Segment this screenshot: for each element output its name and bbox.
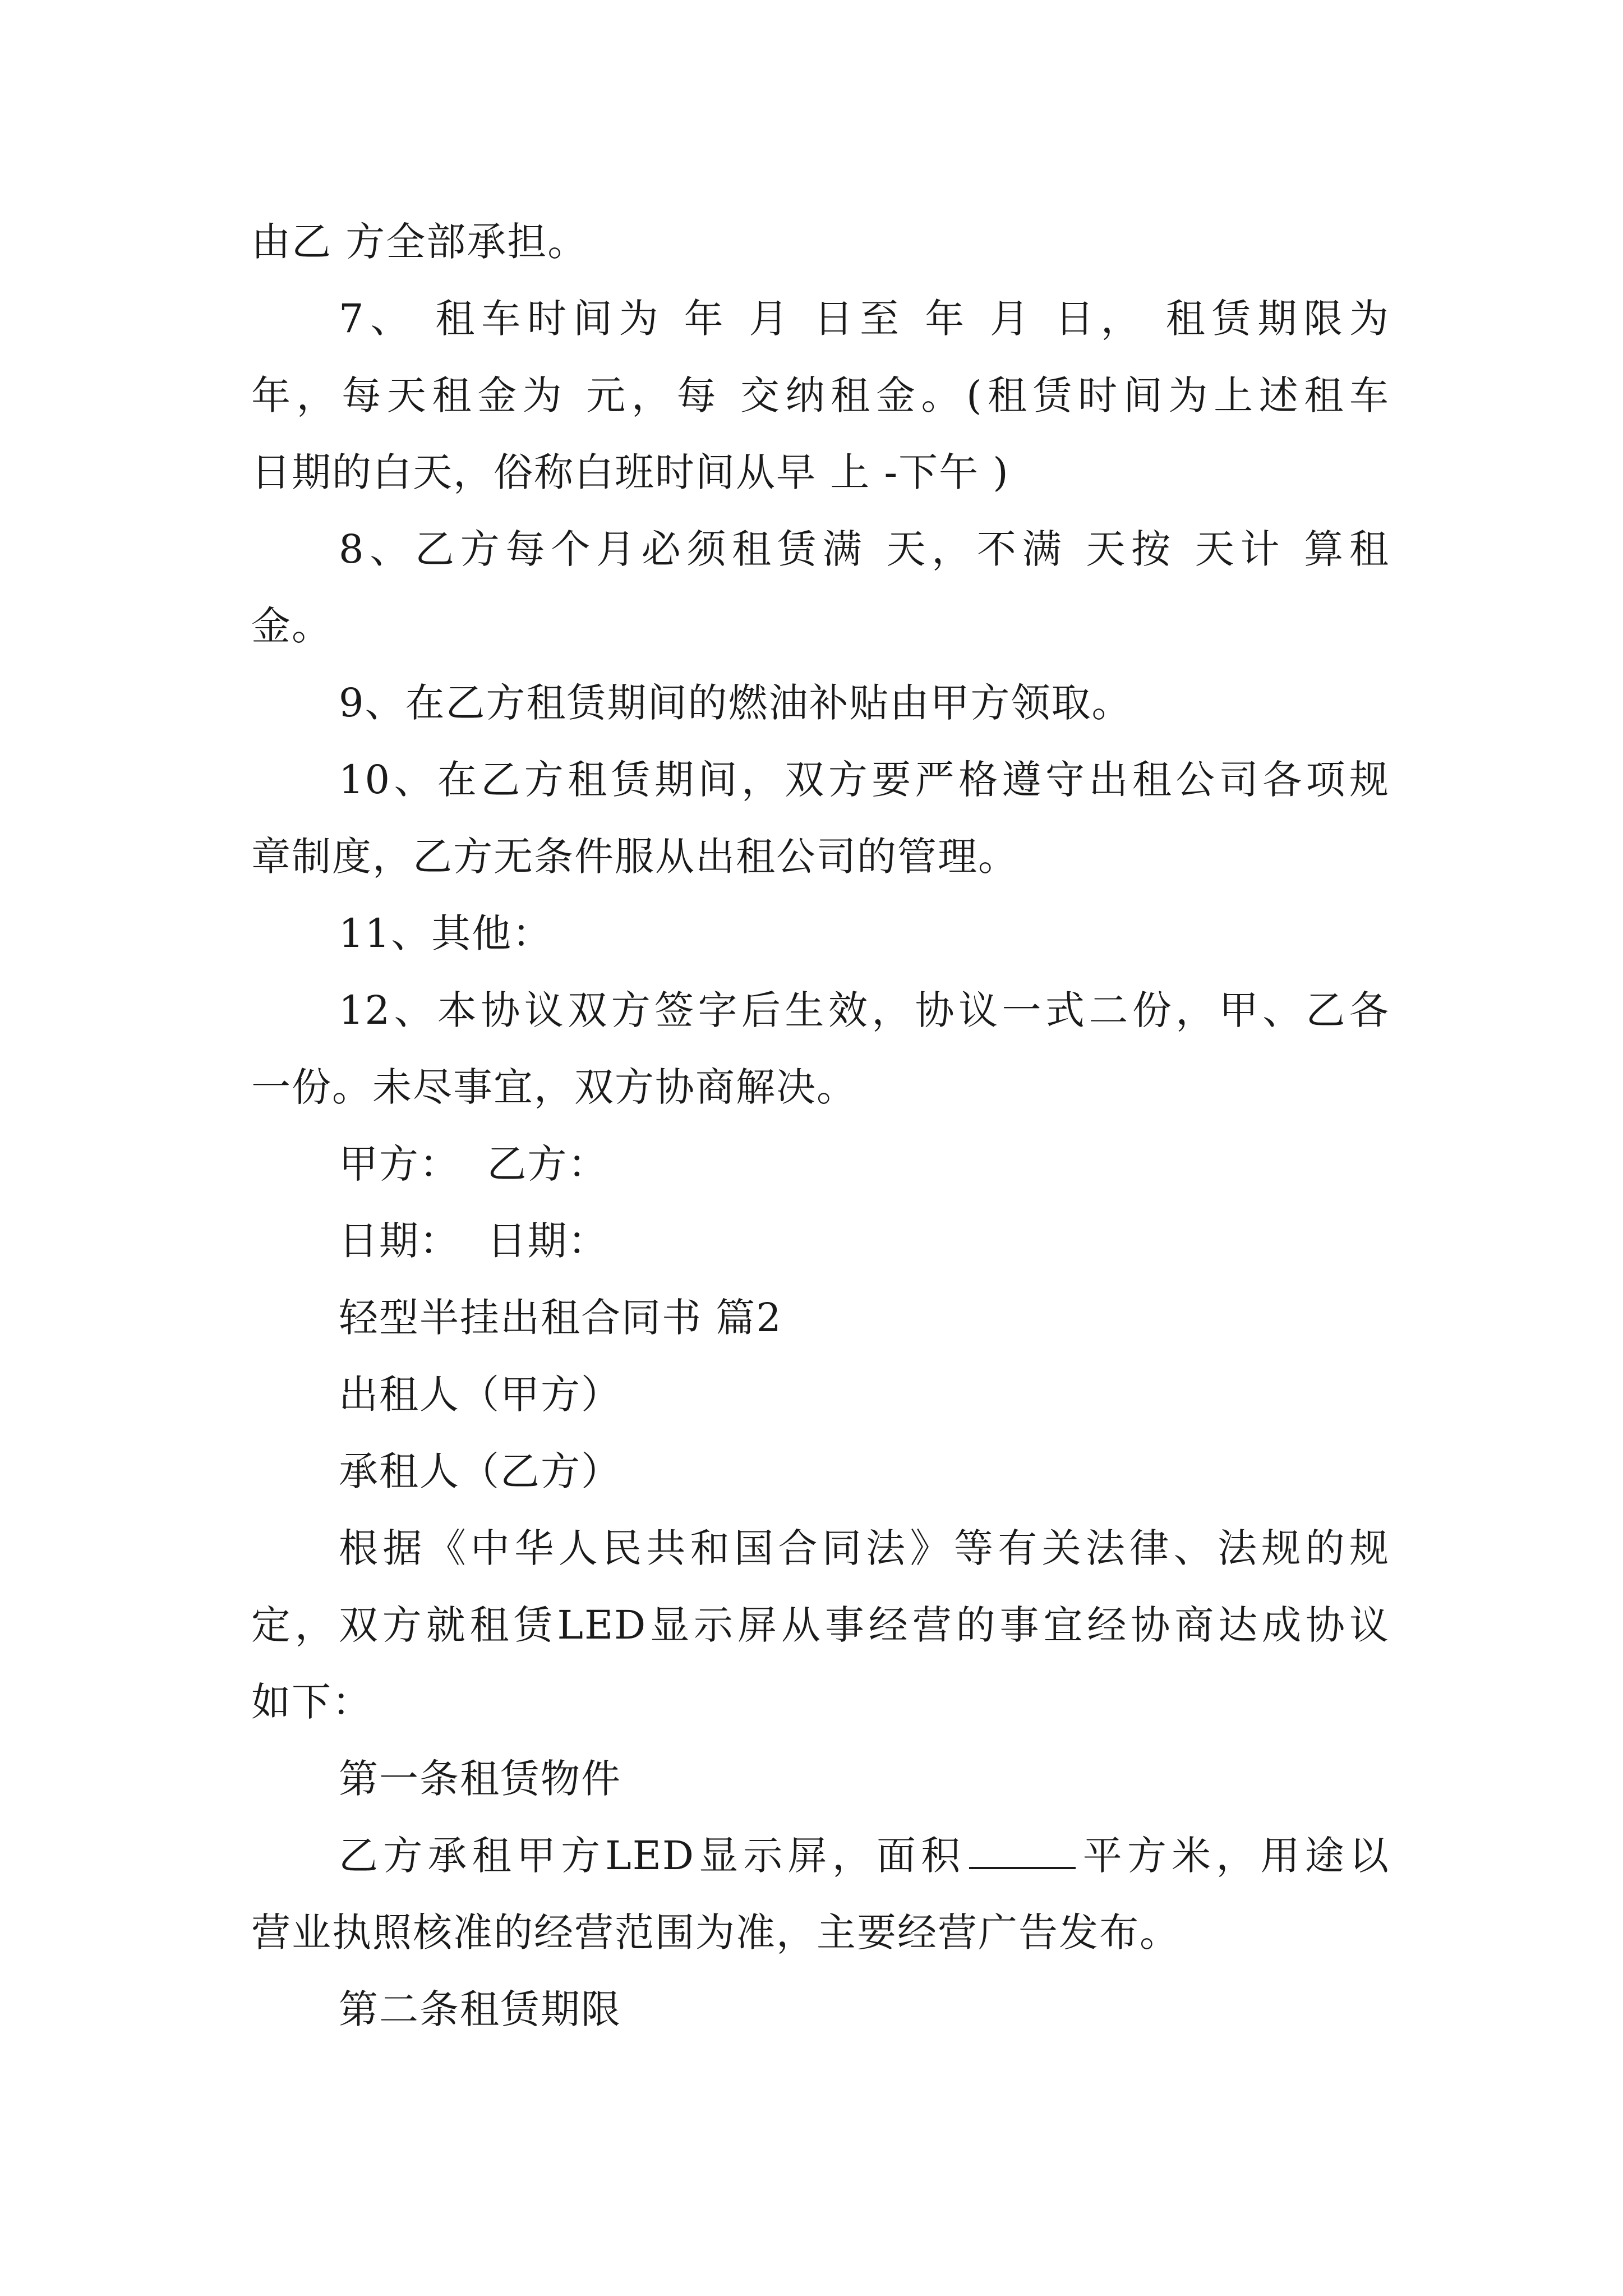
text-line: 如下： xyxy=(251,1679,372,1725)
text-line: 9、在乙方租赁期间的燃油补贴由甲方领取。 xyxy=(339,680,1132,726)
area-line-after: 平方米，用途以 xyxy=(1078,1833,1390,1879)
text-line: 8、乙方每个月必须租赁满 天，不满 天按 天计 算租 xyxy=(339,526,1390,572)
signature-date-line: 日期： 日期： xyxy=(339,1218,608,1264)
section-heading: 轻型半挂出租合同书 篇2 xyxy=(339,1295,782,1341)
text-line: 承租人（乙方） xyxy=(339,1448,621,1494)
text-line: 根据《中华人民共和国合同法》等有关法律、法规的规 xyxy=(339,1525,1390,1571)
text-line: 日期的白天，俗称白班时间从早 上 -下午 ) xyxy=(251,449,1009,495)
text-line: 一份。未尽事宜，双方协商解决。 xyxy=(251,1064,857,1110)
text-line: 11、其他： xyxy=(339,910,553,956)
text-line: 10、在乙方租赁期间，双方要严格遵守出租公司各项规 xyxy=(339,757,1390,803)
text-line: 12、本协议双方签字后生效，协议一式二份，甲、乙各 xyxy=(339,987,1390,1033)
signature-party-line: 甲方： 乙方： xyxy=(339,1141,608,1187)
article-heading: 第二条租赁期限 xyxy=(339,1986,621,2032)
text-line: 章制度，乙方无条件服从出租公司的管理。 xyxy=(251,834,1018,880)
area-line xyxy=(339,1828,1390,1884)
text-line: 金。 xyxy=(251,603,332,649)
text-line: 7、 租车时间为 年 月 日至 年 月 日， 租赁期限为 xyxy=(339,296,1390,342)
text-line: 定，双方就租赁LED显示屏从事经营的事宜经协商达成协议 xyxy=(251,1602,1390,1648)
text-line: 出租人（甲方） xyxy=(339,1372,621,1418)
article-heading: 第一条租赁物件 xyxy=(339,1756,621,1802)
text-line: 营业执照核准的经营范围为准，主要经营广告发布。 xyxy=(251,1910,1180,1955)
text-line: 年，每天租金为 元，每 交纳租金。(租赁时间为上述租车 xyxy=(251,372,1390,418)
area-line-before: 乙方承租甲方LED显示屏，面积 xyxy=(339,1833,966,1879)
area-blank-field xyxy=(969,1830,1076,1869)
text-line: 由乙 方全部承担。 xyxy=(251,219,588,265)
